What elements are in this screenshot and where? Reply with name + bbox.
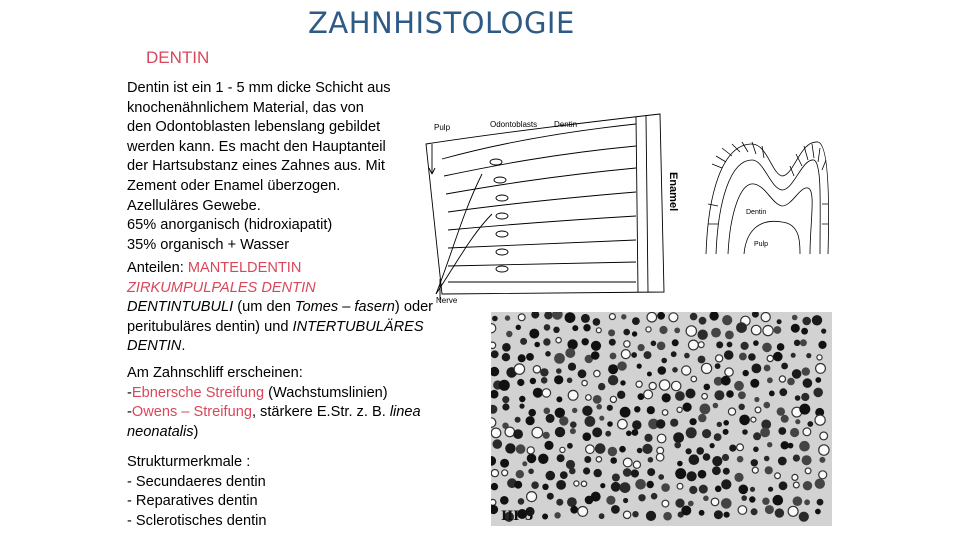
struktur-item: - Reparatives dentin bbox=[127, 493, 258, 510]
ebner-term: Ebnersche Streifung bbox=[131, 384, 265, 401]
odontoblasts-label: Odontoblasts bbox=[490, 120, 538, 129]
tooth-dentin-label: Dentin bbox=[746, 209, 767, 216]
intro-line: Azelluläres Gewebe. bbox=[127, 197, 261, 214]
tooth-pulp-label: Pulp bbox=[754, 241, 769, 248]
intro-paragraph bbox=[127, 79, 442, 255]
anteilen-prefix: Anteilen: bbox=[127, 260, 188, 276]
struktur-heading: Strukturmerkmale : bbox=[127, 454, 251, 470]
paren-open: (um den bbox=[233, 299, 295, 316]
owens-rest: , stärkere E.Str. z. B. bbox=[251, 404, 390, 421]
linea-term: linea neonatalis bbox=[127, 404, 421, 440]
anteilen-paragraph bbox=[127, 259, 442, 357]
struktur-paragraph bbox=[127, 453, 442, 531]
tomes-term: Tomes – fasern bbox=[294, 299, 395, 316]
dentin-diagram bbox=[422, 104, 832, 304]
close-paren: ) bbox=[193, 423, 199, 440]
struktur-item: - Secundaeres dentin bbox=[127, 473, 266, 490]
ebner-rest: (Wachstumslinien) bbox=[264, 384, 388, 401]
intertubulares-term: INTERTUBULÄRES DENTIN bbox=[127, 318, 424, 355]
dash: - bbox=[127, 384, 132, 401]
paren-close: ) oder peritubuläres dentin) und bbox=[127, 299, 434, 335]
intro-line: werden kann. Es macht den Hauptanteil bbox=[127, 138, 386, 155]
intro-line: 35% organisch + Wasser bbox=[127, 236, 290, 253]
nerve-label: Nerve bbox=[436, 296, 458, 304]
pulp-label: Pulp bbox=[434, 123, 451, 132]
dash: - bbox=[127, 404, 132, 421]
micrograph-label: III-5 bbox=[501, 509, 534, 524]
intro-line: Dentin ist ein 1 - 5 mm dicke Schicht aus bbox=[127, 80, 391, 96]
micrograph-dots bbox=[491, 312, 832, 526]
intro-line: Zement oder Enamel überzogen. bbox=[127, 177, 341, 194]
period: . bbox=[181, 338, 186, 355]
intro-line: den Odontoblasten lebenslang gebildet bbox=[127, 119, 381, 136]
manteldentin-term: MANTELDENTIN bbox=[187, 260, 302, 276]
micrograph-image bbox=[491, 312, 832, 526]
intro-line: der Hartsubstanz eines Zahnes aus. Mit bbox=[127, 158, 385, 175]
owens-term: Owens – Streifung bbox=[131, 404, 252, 421]
zahnschliff-paragraph bbox=[127, 364, 442, 442]
dentintubuli-term: DENTINTUBULI bbox=[127, 299, 234, 316]
section-subtitle: DENTIN bbox=[146, 48, 210, 67]
intro-line: knochenähnlichem Material, das von bbox=[127, 99, 364, 116]
dentin-label: Dentin bbox=[554, 120, 578, 129]
page-title: ZAHNHISTOLOGIE bbox=[308, 6, 575, 40]
struktur-item: - Sclerotisches dentin bbox=[127, 512, 267, 529]
intro-line: 65% anorganisch (hidroxiapatit) bbox=[127, 217, 333, 234]
enamel-label: Enamel bbox=[667, 172, 679, 212]
zahnschliff-heading: Am Zahnschliff erscheinen: bbox=[127, 365, 303, 381]
zirkumpulpales-term: ZIRKUMPULPALES DENTIN bbox=[127, 279, 316, 296]
